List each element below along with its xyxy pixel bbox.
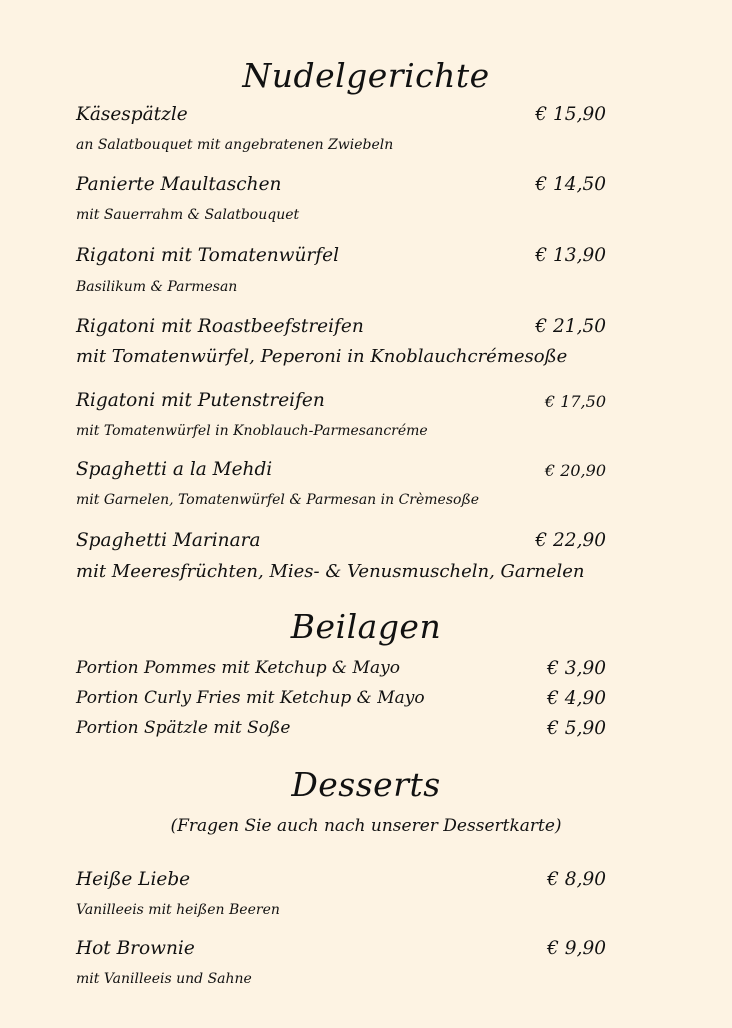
menu-item <box>76 530 606 558</box>
item-price: € 22,90 <box>535 530 606 551</box>
item-name: Rigatoni mit Roastbeefstreifen <box>76 316 364 337</box>
item-description: mit Tomatenwürfel, Peperoni in Knoblauchcrémesoße <box>76 346 568 367</box>
section-title-sides: Beilagen <box>290 607 442 646</box>
menu-item <box>76 104 606 132</box>
dessert-note: (Fragen Sie auch nach unserer Dessertkarte) <box>170 816 562 836</box>
menu-item <box>76 938 606 966</box>
item-name: Portion Pommes mit Ketchup & Mayo <box>76 658 400 678</box>
item-description: Basilikum & Parmesan <box>76 279 238 295</box>
section-title-pasta: Nudelgerichte <box>242 56 490 95</box>
menu-item <box>76 459 606 487</box>
item-name: Panierte Maultaschen <box>76 174 282 195</box>
item-price: € 17,50 <box>544 392 606 411</box>
item-description: mit Sauerrahm & Salatbouquet <box>76 207 300 223</box>
menu-item <box>76 245 606 273</box>
item-price: € 8,90 <box>547 869 606 890</box>
item-price: € 3,90 <box>547 658 606 679</box>
item-price: € 4,90 <box>547 688 606 709</box>
item-description: an Salatbouquet mit angebratenen Zwiebeln <box>76 137 394 153</box>
menu-item <box>76 688 606 716</box>
item-name: Rigatoni mit Tomatenwürfel <box>76 245 339 266</box>
item-price: € 15,90 <box>535 104 606 125</box>
item-price: € 20,90 <box>544 461 606 480</box>
item-price: € 21,50 <box>535 316 606 337</box>
item-name: Heiße Liebe <box>76 869 191 890</box>
menu-item <box>76 390 606 418</box>
item-name: Käsespätzle <box>76 104 188 125</box>
item-name: Portion Curly Fries mit Ketchup & Mayo <box>76 688 425 708</box>
item-name: Rigatoni mit Putenstreifen <box>76 390 325 411</box>
section-title-desserts: Desserts <box>291 765 441 804</box>
item-price: € 13,90 <box>535 245 606 266</box>
item-description: mit Tomatenwürfel in Knoblauch-Parmesancréme <box>76 423 428 439</box>
menu-item <box>76 658 606 686</box>
item-price: € 9,90 <box>547 938 606 959</box>
item-name: Spaghetti Marinara <box>76 530 261 551</box>
item-name: Portion Spätzle mit Soße <box>76 718 291 738</box>
menu-item <box>76 174 606 202</box>
item-description: mit Meeresfrüchten, Mies- & Venusmuscheln, Garnelen <box>76 561 585 582</box>
item-name: Spaghetti a la Mehdi <box>76 459 273 480</box>
menu-item <box>76 316 606 344</box>
menu-item <box>76 869 606 897</box>
item-price: € 14,50 <box>535 174 606 195</box>
item-price: € 5,90 <box>547 718 606 739</box>
item-description: Vanilleeis mit heißen Beeren <box>76 902 280 918</box>
item-description: mit Vanilleeis und Sahne <box>76 971 252 987</box>
menu-item <box>76 718 606 746</box>
item-description: mit Garnelen, Tomatenwürfel & Parmesan in Crèmesoße <box>76 492 480 508</box>
item-name: Hot Brownie <box>76 938 195 959</box>
